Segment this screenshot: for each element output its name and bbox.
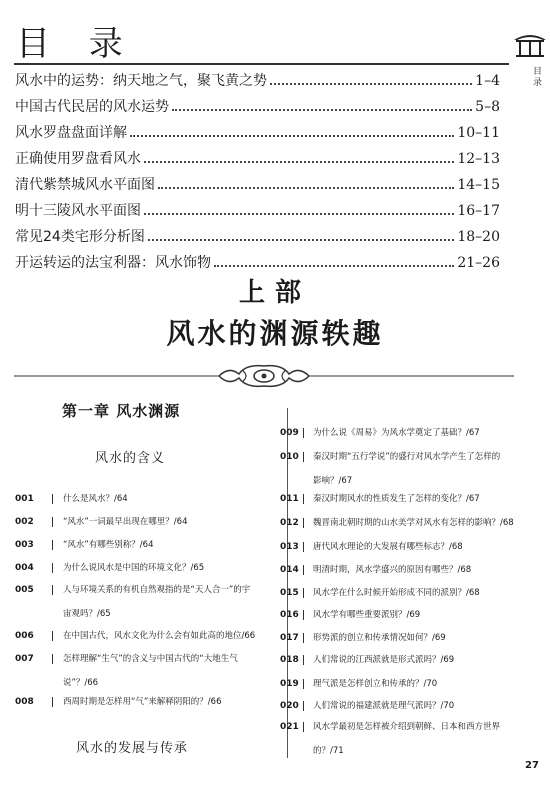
toc-leader-dots xyxy=(270,83,472,85)
question-text: “风水”一词最早出现在哪里？/64 xyxy=(63,517,188,527)
question-item[interactable] xyxy=(15,581,265,619)
toc-entry[interactable] xyxy=(15,148,500,174)
section-title: 风水的含义 xyxy=(95,451,166,466)
question-number: 017 xyxy=(280,633,299,643)
question-text: 在中国古代，风水文化为什么会有如此高的地位/66 xyxy=(63,631,256,641)
question-number: 003 xyxy=(15,540,34,550)
question-item[interactable] xyxy=(280,424,530,443)
question-separator xyxy=(303,701,304,711)
question-item[interactable] xyxy=(15,627,265,646)
toc-entry[interactable] xyxy=(15,226,500,252)
toc-entry[interactable] xyxy=(15,96,500,122)
question-item[interactable] xyxy=(15,513,265,532)
toc-leader-dots xyxy=(148,239,455,241)
question-item[interactable] xyxy=(280,675,530,694)
part-name: 上部 xyxy=(238,278,311,308)
question-number: 008 xyxy=(15,697,34,707)
question-text: 风水学最初是怎样被介绍到朝鲜、日本和西方世界 xyxy=(313,722,501,732)
part-title: 风水的渊源轶趣 xyxy=(166,317,384,350)
question-separator xyxy=(52,494,53,504)
question-number: 018 xyxy=(280,655,299,665)
question-number: 007 xyxy=(15,654,34,664)
question-item[interactable] xyxy=(280,561,530,580)
question-text: 人与环境关系的有机自然观指的是“天人合一”的宇 xyxy=(63,585,251,595)
toc-entry-pages: 1–4 xyxy=(475,73,500,89)
question-separator xyxy=(52,631,53,641)
question-item[interactable] xyxy=(280,448,530,486)
question-text: 魏晋南北朝时期的山水美学对风水有怎样的影响？/68 xyxy=(313,518,514,528)
question-text: 风水学在什么时候开始形成不同的派别？/68 xyxy=(313,588,480,598)
page-number: 27 xyxy=(525,760,539,771)
toc-entry-pages: 18–20 xyxy=(457,229,500,245)
question-number: 004 xyxy=(15,563,34,573)
question-item[interactable] xyxy=(280,490,530,509)
question-separator xyxy=(52,517,53,527)
toc-entry[interactable] xyxy=(15,122,500,148)
question-separator xyxy=(303,542,304,552)
question-item[interactable] xyxy=(280,584,530,603)
question-separator xyxy=(303,452,304,462)
toc-entry-pages: 5–8 xyxy=(475,99,500,115)
question-item[interactable] xyxy=(15,490,265,509)
question-separator xyxy=(52,697,53,707)
side-label: 目录 xyxy=(531,66,541,88)
toc-leader-dots xyxy=(172,109,472,111)
question-item[interactable] xyxy=(280,629,530,648)
question-number: 019 xyxy=(280,679,299,689)
toc-leader-dots xyxy=(144,213,454,215)
question-text: 唐代风水理论的大发展有哪些标志？/68 xyxy=(313,542,463,552)
question-text: 明清时期，风水学盛兴的原因有哪些？/68 xyxy=(313,565,472,575)
question-number: 013 xyxy=(280,542,299,552)
question-separator xyxy=(52,540,53,550)
toc-entry-title: 开运转运的法宝利器：风水饰物 xyxy=(15,255,211,271)
question-text: 的？/71 xyxy=(313,746,344,756)
question-separator xyxy=(303,588,304,598)
toc-entry-title: 清代紫禁城风水平面图 xyxy=(15,177,155,193)
question-text: 为什么说风水是中国的环境文化？/65 xyxy=(63,563,205,573)
question-text: 秦汉时期风水的性质发生了怎样的变化？/67 xyxy=(313,494,480,504)
toc-leader-dots xyxy=(214,265,454,267)
question-number: 001 xyxy=(15,494,34,504)
toc-entry-title: 中国古代民居的风水运势 xyxy=(15,99,169,115)
question-item[interactable] xyxy=(280,514,530,533)
question-separator xyxy=(303,494,304,504)
question-separator xyxy=(303,722,304,732)
toc-list xyxy=(15,70,500,278)
toc-leader-dots xyxy=(144,161,454,163)
question-text: 人们常说的江西派就是形式派吗？/69 xyxy=(313,655,455,665)
question-number: 014 xyxy=(280,565,299,575)
toc-entry-pages: 14–15 xyxy=(457,177,500,193)
question-text: 为什么说《周易》为风水学奠定了基础？/67 xyxy=(313,428,480,438)
ornament-divider xyxy=(14,356,514,396)
toc-entry[interactable] xyxy=(15,174,500,200)
question-number: 002 xyxy=(15,517,34,527)
question-item[interactable] xyxy=(15,559,265,578)
question-item[interactable] xyxy=(280,697,530,716)
question-text: “风水”有哪些别称？/64 xyxy=(63,540,154,550)
title-rule xyxy=(14,63,509,65)
question-number: 006 xyxy=(15,631,34,641)
question-number: 016 xyxy=(280,610,299,620)
question-number: 011 xyxy=(280,494,299,504)
question-number: 010 xyxy=(280,452,299,462)
question-text: 风水学有哪些重要派别？/69 xyxy=(313,610,421,620)
question-number: 005 xyxy=(15,585,34,595)
question-text: 影响？/67 xyxy=(313,476,353,486)
question-item[interactable] xyxy=(280,718,530,756)
toc-leader-dots xyxy=(158,187,454,189)
question-item[interactable] xyxy=(280,538,530,557)
question-text: 宙观吗？/65 xyxy=(63,609,111,619)
question-text: 形势派的创立和传承情况如何？/69 xyxy=(313,633,446,643)
toc-entry[interactable] xyxy=(15,200,500,226)
page-title: 目 录 xyxy=(16,24,137,64)
question-item[interactable] xyxy=(15,650,265,688)
toc-entry-title: 正确使用罗盘看风水 xyxy=(15,151,141,167)
question-separator xyxy=(303,610,304,620)
toc-entry[interactable] xyxy=(15,70,500,96)
question-text: 西周时期是怎样用“气”来解释阴阳的？/66 xyxy=(63,697,222,707)
toc-entry-title: 风水罗盘盘面详解 xyxy=(15,125,127,141)
question-text: 怎样理解“生气”的含义与中国古代的“大地生气 xyxy=(63,654,238,664)
question-item[interactable] xyxy=(15,536,265,555)
question-text: 人们常说的福建派就是理气派吗？/70 xyxy=(313,701,455,711)
question-number: 020 xyxy=(280,701,299,711)
toc-entry-pages: 21–26 xyxy=(457,255,500,271)
question-separator xyxy=(52,585,53,595)
question-text: 说”？/66 xyxy=(63,678,99,688)
question-separator xyxy=(303,428,304,438)
question-text: 什么是风水？/64 xyxy=(63,494,128,504)
question-text: 秦汉时期“五行学说”的盛行对风水学产生了怎样的 xyxy=(313,452,501,462)
question-number: 015 xyxy=(280,588,299,598)
toc-entry-pages: 16–17 xyxy=(457,203,500,219)
chapter-title: 第一章 风水渊源 xyxy=(62,402,181,420)
toc-entry-pages: 12–13 xyxy=(457,151,500,167)
question-text: 理气派是怎样创立和传承的？/70 xyxy=(313,679,438,689)
toc-entry-title: 常见24类宅形分析图 xyxy=(15,229,145,245)
question-separator xyxy=(52,563,53,573)
question-number: 009 xyxy=(280,428,299,438)
toc-entry-title: 风水中的运势：纳天地之气，聚飞黄之势 xyxy=(15,73,267,89)
question-number: 012 xyxy=(280,518,299,528)
question-separator xyxy=(52,654,53,664)
question-item[interactable] xyxy=(280,651,530,670)
section-title: 风水的发展与传承 xyxy=(76,741,189,756)
question-separator xyxy=(303,633,304,643)
question-separator xyxy=(303,518,304,528)
toc-entry-title: 明十三陵风水平面图 xyxy=(15,203,141,219)
pavilion-icon xyxy=(513,28,547,58)
question-item[interactable] xyxy=(15,693,265,712)
question-separator xyxy=(303,655,304,665)
question-separator xyxy=(303,679,304,689)
question-item[interactable] xyxy=(280,606,530,625)
question-separator xyxy=(303,565,304,575)
toc-leader-dots xyxy=(130,135,454,137)
toc-entry-pages: 10–11 xyxy=(457,125,500,141)
question-number: 021 xyxy=(280,722,299,732)
